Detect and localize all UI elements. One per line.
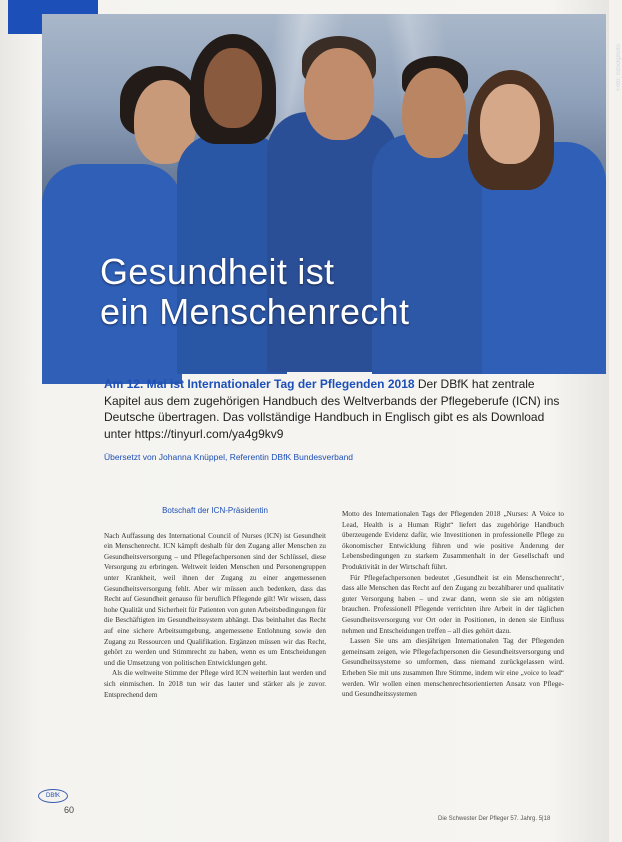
nurse-2-face [204, 48, 262, 128]
nurse-4-face [402, 68, 466, 158]
intro-paragraph [104, 376, 564, 442]
publication-footer: Die Schwester Der Pfleger 57. Jahrg. 5|18 [438, 816, 551, 822]
byline: Übersetzt von Johanna Knüppel, Referentin DBfK Bundesverband [104, 452, 354, 462]
intro-lead: Am 12. Mai ist Internationaler Tag der Pflegenden 2018 [104, 377, 415, 391]
left-column [104, 506, 326, 700]
body-paragraph: Nach Auffassung des International Council of Nurses (ICN) ist Gesundheit ein Menschenrecht. ICN kämpft deshalb für den Zugang aller Menschen zu Gesundheitsversorgung – und Pflegefachpersonen sind der Schlüssel, diese Versorgung zu erbringen. Weltweit leiden Menschen und Personengruppen unter Krankheit, weil ihnen der Zugang zu einer angemessenen Gesundheitsversorgung fehlt. Aber wir müssen auch bedenken, dass das Recht auf Gesundheit genauso für beruflich Pflegende gilt! Wir wissen, dass hohe Qualität und Sicherheit für Patienten von guten Arbeitsbedingungen für die Beschäftigten im Gesundheitssystem abhängt. Das beinhaltet das Recht auf eine sichere Arbeitsumgebung, angemessene Entlohnung sowie den Zugang zu Ressourcen und Qualifikation. Ergänzen müssen wir das Recht, gehört zu werden und Stimmrecht zu haben, wenn es um Entscheidungen und die Umsetzung von politischen Entwicklungen geht. [104, 531, 326, 667]
page-number: 60 [64, 805, 75, 815]
body-paragraph: Motto des Internationalen Tags der Pflegenden 2018 „Nurses: A Voice to Lead, Health is a Human Right“ liefert das zugehörige Handbuch überzeugende Evidenz dafür, wie Investitionen in professionelle Pflege zu ökonomischer Entwicklung führen und wie positive Änderung der Lebensbedingungen zu starkem Zusammenhalt in der Gesellschaft und Produktivität in der Wirtschaft führt. [342, 510, 564, 571]
page-title [100, 252, 409, 332]
title-line-2: ein Menschenrecht [100, 291, 410, 332]
right-column [342, 509, 564, 700]
body-paragraph: Für Pflegefachpersonen bedeutet ‚Gesundheit ist ein Menschenrecht‘, dass alle Menschen das Recht auf den Zugang zu bezahlbarer und qualitativ guter Versorgung haben – und zwar dann, wenn sie sie am nötigsten brauchen. Professionell Pflegende verrichten ihre Arbeit in der täglichen Gesundheitsversorgung vor Ort oder in Positionen, in denen sie Einfluss nehmen und Entscheidungen treffen – all dies gehört dazu. [342, 573, 564, 635]
photo-credit: Foto: iStockphoto [616, 44, 622, 91]
section-heading: Botschaft der ICN-Präsidentin [162, 506, 268, 515]
body-paragraph: Als die weltweite Stimme der Pflege wird ICN weiterhin laut werden und sich einmischen. In 2018 tun wir das lauter und stärker als je zuvor. Entsprechend dem [104, 669, 326, 699]
intro-text: Der DBfK hat zentrale Kapitel aus dem zugehörigen Handbuch des Weltverbands der Pflegeberufe (ICN) ins Deutsche übertragen. Das vollständige Handbuch in Englisch gibt es als Download unter https://tinyurl.com/ya4g9kv9 [104, 377, 560, 441]
body-paragraph: Lassen Sie uns am diesjährigen Internationalen Tag der Pflegenden gemeinsam zeigen, wie Pflegefachpersonen die Gesundheitsversorgung und Gesundheitssysteme so umformen, dass niemand zurückgelassen wird. Erheben Sie mit uns zusammen Ihre Stimme, indem wir eine „voice to lead“ werden. Wir wollen einen menschenrechtsorientierten Ansatz von Pflege- und Gesundheitssystemen [342, 637, 564, 699]
nurse-5-face [480, 84, 540, 164]
title-line-1: Gesundheit ist [100, 251, 335, 292]
nurse-3-face [304, 48, 374, 140]
dbfk-logo: DBfK [38, 789, 68, 803]
